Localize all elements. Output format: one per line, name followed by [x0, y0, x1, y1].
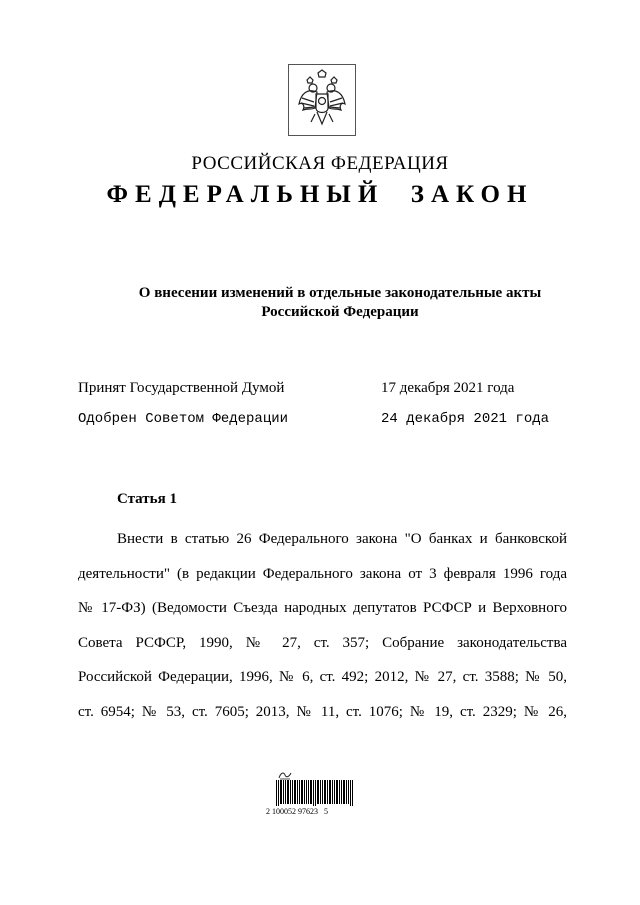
registration-mark-icon — [278, 770, 292, 780]
country-name: РОССИЙСКАЯ ФЕДЕРАЦИЯ — [191, 153, 449, 174]
adoption-label: Принят Государственной Думой — [78, 380, 285, 396]
document-barcode — [266, 770, 366, 825]
article-line: Внести в статью 26 Федерального закона "О банках и банковской — [117, 531, 567, 547]
article-line: № 17-ФЗ) (Ведомости Съезда народных депутатов РСФСР и Верховного — [78, 600, 567, 616]
double-headed-eagle-icon — [297, 68, 347, 132]
article-line: Совета РСФСР, 1990, № 27, ст. 357; Собрание законодательства — [78, 634, 567, 651]
barcode-number: 2 100052 97623 5 — [266, 807, 328, 816]
article-line: Российской Федерации, 1996, № 6, ст. 492; 2012, № 27, ст. 3588; № 50, — [78, 669, 567, 685]
article-body — [78, 522, 567, 729]
article-heading: Статья 1 — [117, 491, 177, 507]
adoption-date: 17 декабря 2021 года — [381, 380, 515, 396]
adoption-duma-row — [78, 380, 558, 400]
approval-date: 24 декабря 2021 года — [381, 411, 550, 427]
article-line: ст. 6954; № 53, ст. 7605; 2013, № 11, ст. 1076; № 19, ст. 2329; № 26, — [78, 703, 567, 720]
law-title-line-2: Российской Федерации — [261, 304, 419, 320]
barcode-bars — [276, 780, 356, 806]
law-title-line-1: О внесении изменений в отдельные законодательные акты — [138, 285, 542, 301]
law-title — [100, 284, 580, 322]
approval-label: Одобрен Советом Федерации — [78, 411, 289, 427]
document-type: ФЕДЕРАЛЬНЫЙ ЗАКОН — [106, 181, 534, 208]
state-emblem — [288, 64, 356, 136]
approval-council-row — [78, 411, 558, 431]
article-line: деятельности" (в редакции Федерального закона от 3 февраля 1996 года — [78, 565, 567, 582]
